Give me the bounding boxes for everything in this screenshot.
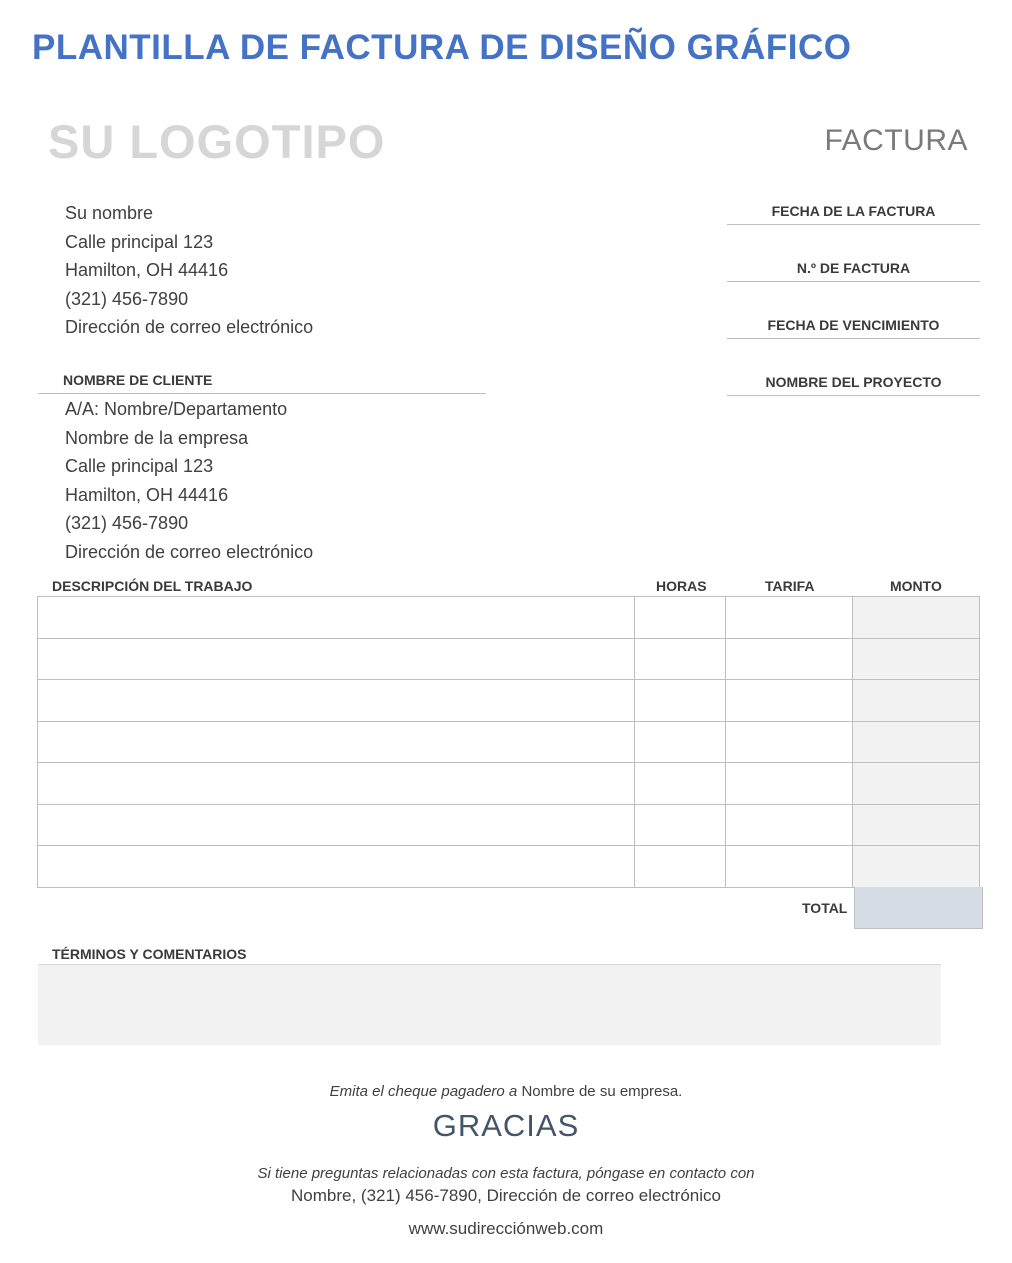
rate-cell[interactable]	[726, 597, 853, 639]
payment-note-prefix: Emita el cheque pagadero a	[329, 1083, 518, 1100]
amount-cell	[853, 846, 980, 888]
description-cell[interactable]	[38, 721, 635, 763]
hours-cell[interactable]	[635, 680, 726, 722]
description-cell[interactable]	[38, 638, 635, 680]
rate-cell[interactable]	[726, 846, 853, 888]
due-date-field[interactable]: FECHA DE VENCIMIENTO	[727, 314, 980, 339]
description-cell[interactable]	[38, 597, 635, 639]
rate-cell[interactable]	[726, 763, 853, 805]
client-email[interactable]: Dirección de correo electrónico	[65, 541, 314, 562]
column-header-hours: HORAS	[656, 578, 707, 594]
line-items-table	[37, 596, 980, 888]
client-heading-label: NOMBRE DE CLIENTE	[63, 372, 213, 388]
description-cell[interactable]	[38, 804, 635, 846]
amount-cell	[853, 638, 980, 680]
amount-cell	[853, 763, 980, 805]
website-text[interactable]: www.sudirecciónweb.com	[408, 1219, 604, 1238]
client-heading	[38, 369, 486, 394]
column-header-description: DESCRIPCIÓN DEL TRABAJO	[52, 578, 253, 594]
rate-cell[interactable]	[726, 804, 853, 846]
hours-cell[interactable]	[635, 597, 726, 639]
description-cell[interactable]	[38, 763, 635, 805]
questions-note: Si tiene preguntas relacionadas con esta factura, póngase en contacto con	[257, 1165, 755, 1182]
sender-name[interactable]: Su nombre	[65, 203, 154, 223]
description-cell[interactable]	[38, 846, 635, 888]
sender-city[interactable]: Hamilton, OH 44416	[65, 260, 229, 280]
table-row	[38, 846, 980, 888]
client-street[interactable]: Calle principal 123	[65, 456, 214, 476]
amount-cell	[853, 680, 980, 722]
invoice-date-field[interactable]: FECHA DE LA FACTURA	[727, 200, 980, 225]
hours-cell[interactable]	[635, 638, 726, 680]
client-info	[65, 395, 313, 566]
sender-email[interactable]: Dirección de correo electrónico	[65, 317, 314, 337]
sender-phone[interactable]: (321) 456-7890	[65, 288, 189, 309]
rate-cell[interactable]	[726, 638, 853, 680]
hours-cell[interactable]	[635, 804, 726, 846]
client-city[interactable]: Hamilton, OH 44416	[65, 484, 229, 505]
client-attn[interactable]: A/A: Nombre/Departamento	[65, 399, 288, 419]
hours-cell[interactable]	[635, 721, 726, 763]
table-row	[38, 597, 980, 639]
total-value-cell	[854, 887, 983, 929]
column-header-amount: MONTO	[890, 578, 942, 594]
sender-info	[65, 199, 313, 342]
thank-you-text: GRACIAS	[432, 1108, 580, 1143]
table-row	[38, 721, 980, 763]
rate-cell[interactable]	[726, 680, 853, 722]
column-header-rate: TARIFA	[765, 578, 815, 594]
terms-input-area[interactable]	[38, 965, 941, 1045]
table-row	[38, 763, 980, 805]
sender-street[interactable]: Calle principal 123	[65, 231, 214, 252]
hours-cell[interactable]	[635, 763, 726, 805]
terms-heading	[38, 946, 941, 965]
description-cell[interactable]	[38, 680, 635, 722]
table-row	[38, 804, 980, 846]
table-row	[38, 680, 980, 722]
terms-heading-label: TÉRMINOS Y COMENTARIOS	[52, 946, 247, 962]
payment-note-company[interactable]: Nombre de su empresa.	[517, 1083, 683, 1100]
invoice-label: FACTURA	[824, 124, 968, 157]
contact-info[interactable]: Nombre, (321) 456-7890, Dirección de correo electrónico	[291, 1186, 721, 1205]
logo-placeholder: SU LOGOTIPO	[48, 115, 386, 168]
amount-cell	[853, 597, 980, 639]
table-row	[38, 638, 980, 680]
total-label: TOTAL	[802, 900, 848, 916]
amount-cell	[853, 721, 980, 763]
client-phone[interactable]: (321) 456-7890	[65, 513, 189, 533]
invoice-number-field[interactable]: N.º DE FACTURA	[727, 257, 980, 282]
document-title: PLANTILLA DE FACTURA DE DISEÑO GRÁFICO	[32, 28, 852, 67]
rate-cell[interactable]	[726, 721, 853, 763]
client-company[interactable]: Nombre de la empresa	[65, 427, 249, 448]
project-name-field[interactable]: NOMBRE DEL PROYECTO	[727, 371, 980, 396]
invoice-meta	[727, 200, 980, 428]
payment-note	[0, 1083, 1012, 1100]
hours-cell[interactable]	[635, 846, 726, 888]
amount-cell	[853, 804, 980, 846]
